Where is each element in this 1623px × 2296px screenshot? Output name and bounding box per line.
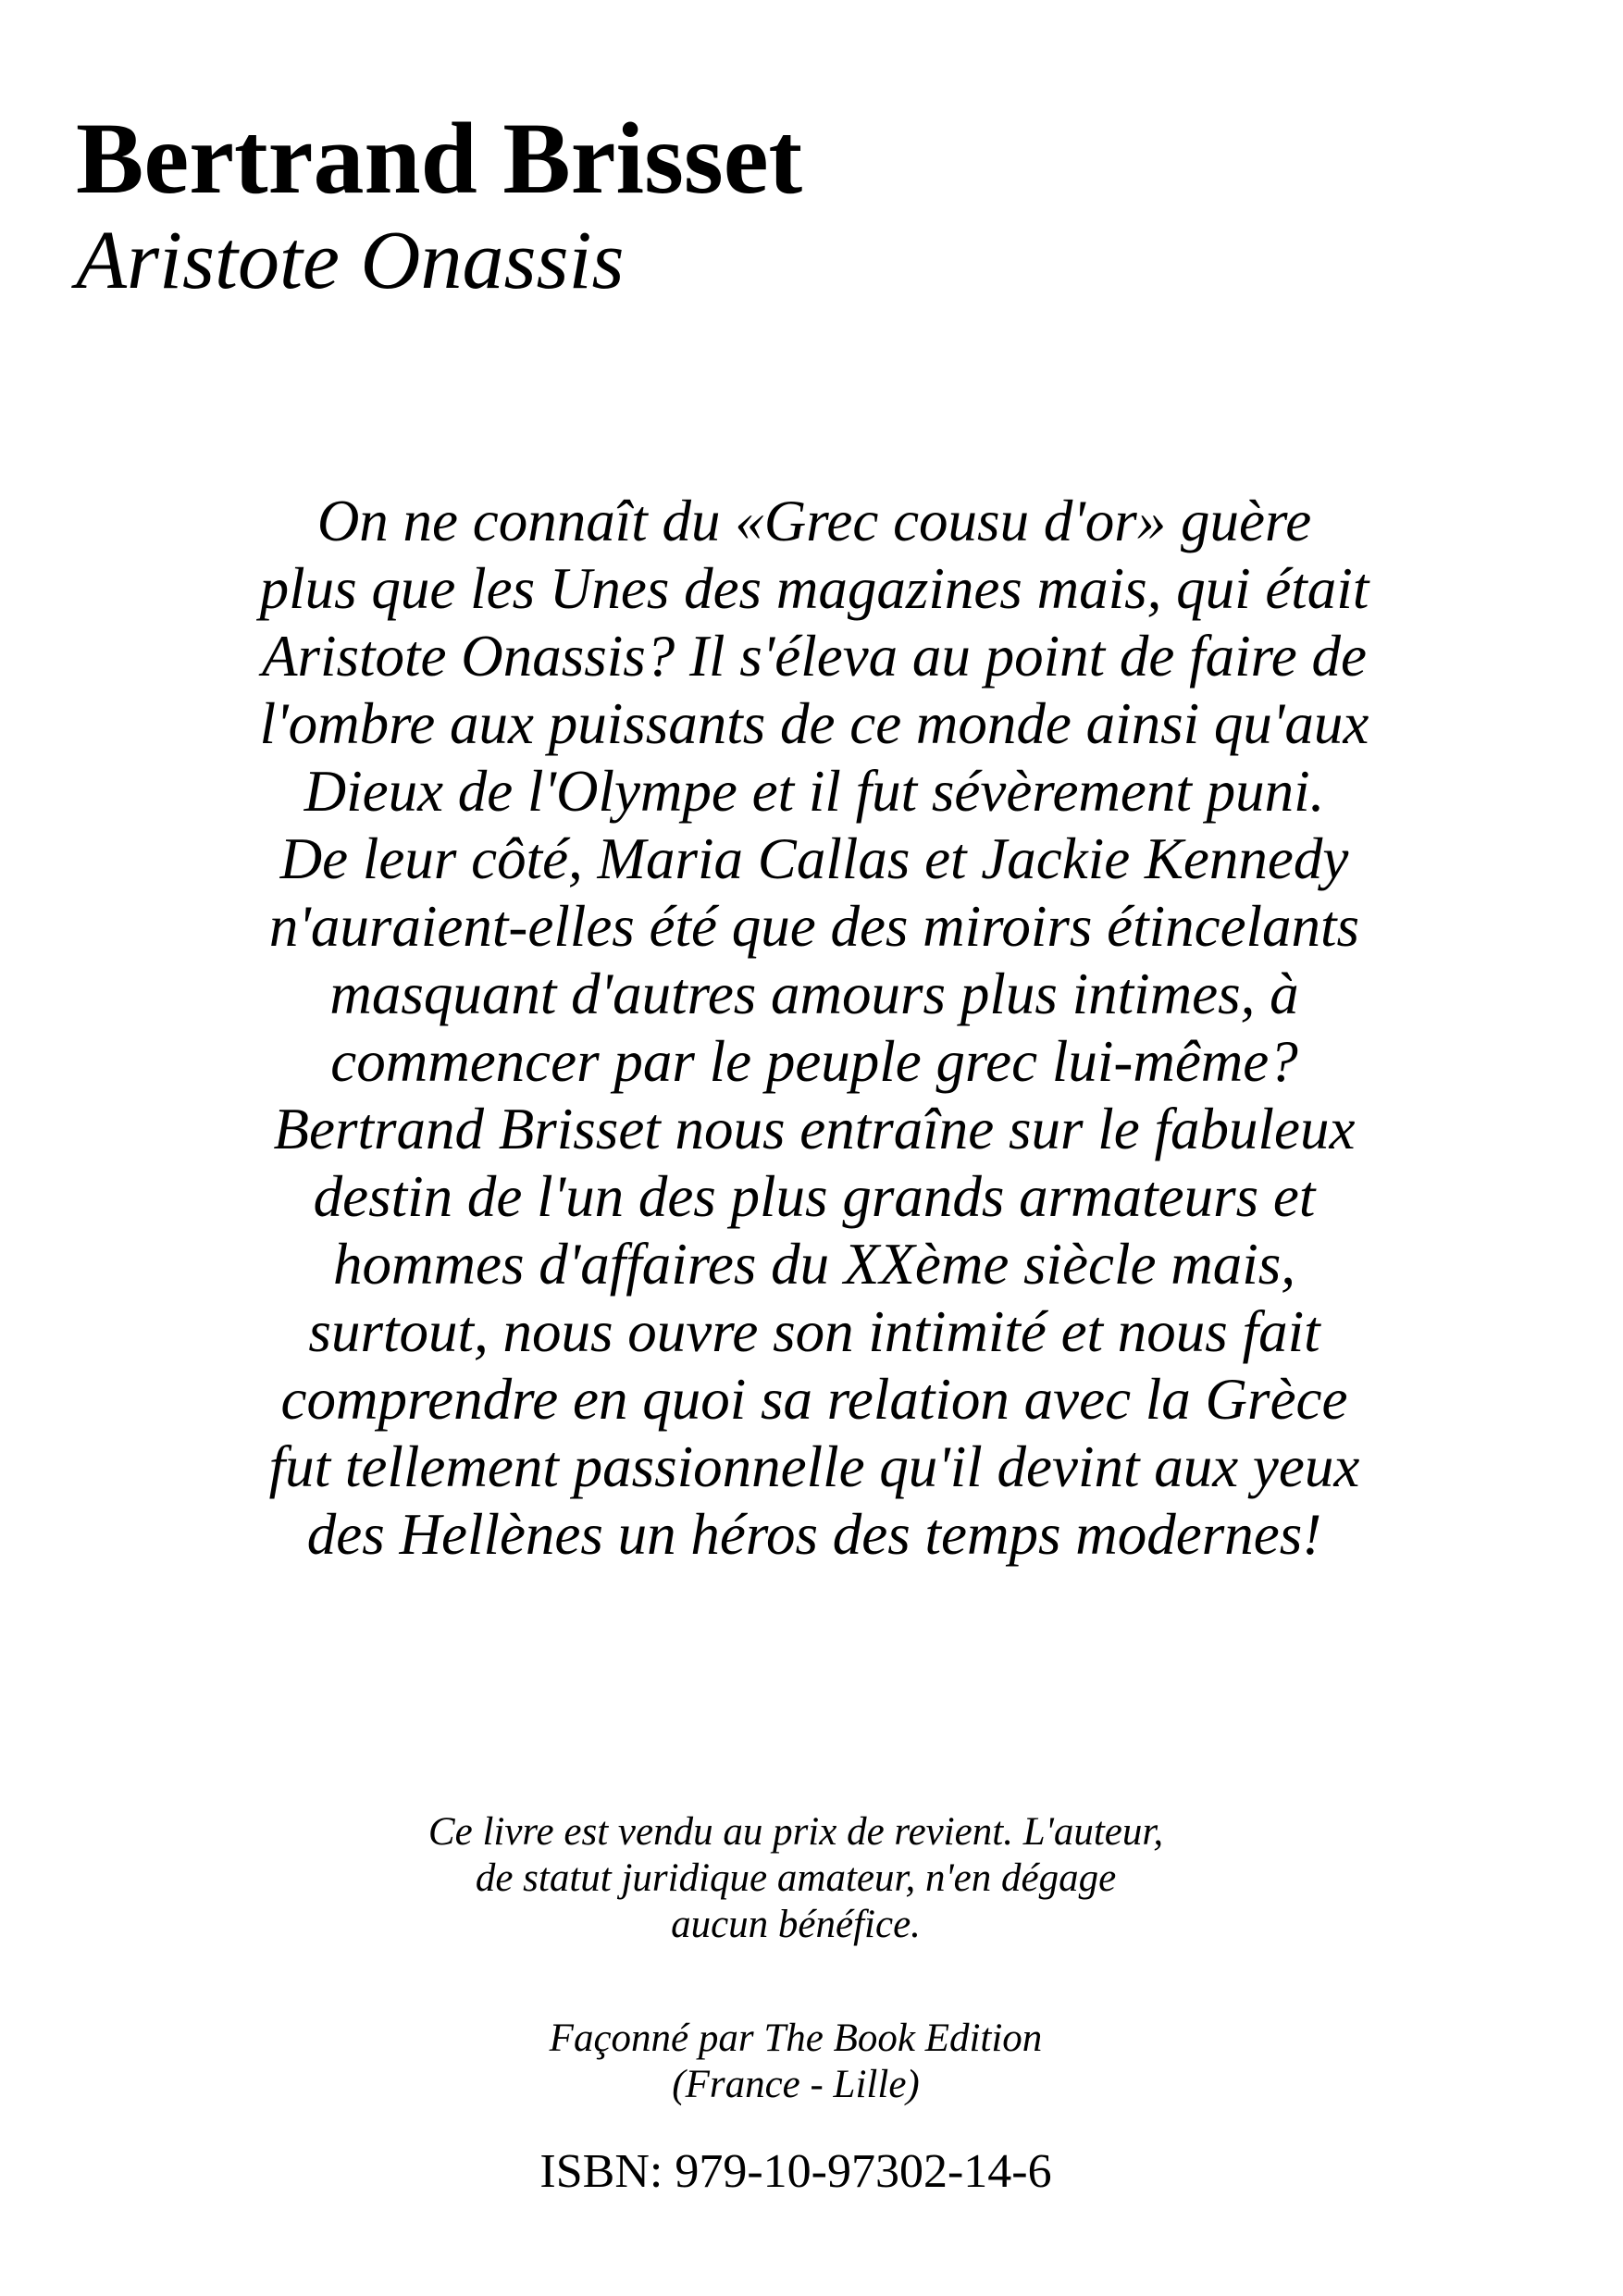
printer-credit [296, 2016, 1295, 2108]
blurb-line: De leur côté, Maria Callas et Jackie Kennedy [279, 826, 1349, 891]
blurb-line: l'ombre aux puissants de ce monde ainsi qu'aux [259, 691, 1369, 756]
blurb-line: commencer par le peuple grec lui-même? [330, 1029, 1298, 1094]
isbn-number: ISBN: 979-10-97302-14-6 [539, 2145, 1052, 2198]
printer-line: Façonné par The Book Edition [549, 2017, 1043, 2060]
notice-line: Ce livre est vendu au prix de revient. L'auteur, [427, 1810, 1164, 1854]
blurb-line: destin de l'un des plus grands armateurs et [313, 1164, 1316, 1229]
blurb-line: Dieux de l'Olympe et il fut sévèrement puni. [304, 759, 1325, 824]
blurb-line: Aristote Onassis? Il s'éleva au point de faire de [262, 624, 1367, 689]
blurb-line: n'auraient-elles été que des miroirs étincelants [268, 894, 1360, 959]
notice-line: aucun bénéfice. [671, 1903, 921, 1946]
blurb-line: surtout, nous ouvre son intimité et nous fait [308, 1299, 1320, 1364]
blurb-line: Bertrand Brisset nous entraîne sur le fabuleux [273, 1097, 1356, 1161]
blurb-line: On ne connaît du «Grec cousu d'or» guère [316, 489, 1312, 553]
blurb-line: comprendre en quoi sa relation avec la Grèce [280, 1367, 1348, 1432]
blurb-line: des Hellènes un héros des temps modernes! [306, 1502, 1322, 1567]
author-name: Bertrand Brisset [76, 102, 803, 215]
notice-line: de statut juridique amateur, n'en dégage [475, 1856, 1117, 1900]
blurb-line: fut tellement passionnelle qu'il devint aux yeux [268, 1434, 1360, 1499]
blurb-line: hommes d'affaires du XXème siècle mais, [333, 1232, 1295, 1297]
back-cover-blurb [204, 488, 1425, 1569]
blurb-line: plus que les Unes des magazines mais, qui était [259, 556, 1369, 621]
printer-line: (France - Lille) [672, 2063, 920, 2106]
blurb-line: masquant d'autres amours plus intimes, à [329, 962, 1299, 1026]
pricing-notice [296, 1809, 1295, 1948]
book-title: Aristote Onassis [76, 215, 625, 306]
